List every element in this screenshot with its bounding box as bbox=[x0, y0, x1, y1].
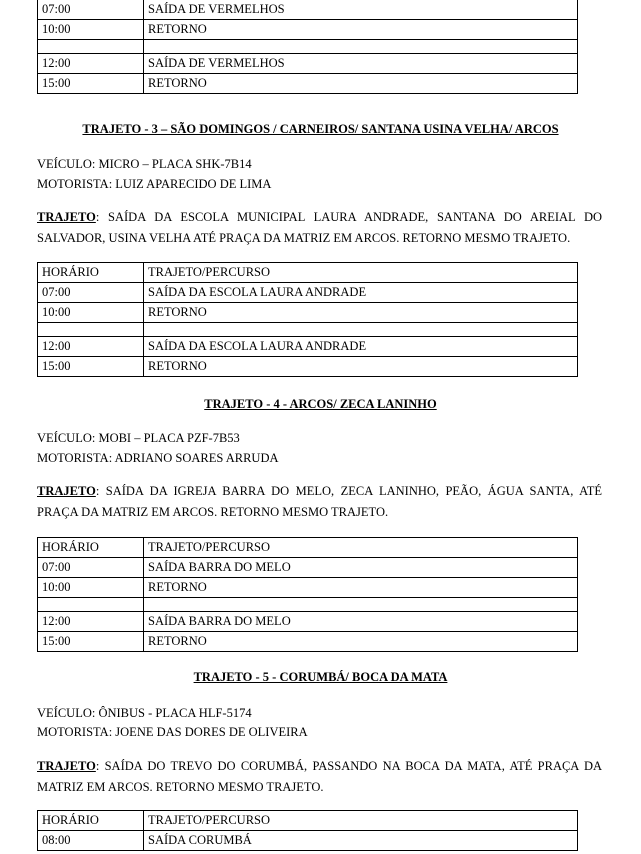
table-row-spacer bbox=[38, 598, 578, 612]
table-row bbox=[38, 303, 578, 323]
time-cell: 15:00 bbox=[38, 632, 144, 652]
route-cell: RETORNO bbox=[144, 578, 578, 598]
route-cell: SAÍDA DA ESCOLA LAURA ANDRADE bbox=[144, 283, 578, 303]
table-row bbox=[38, 357, 578, 377]
column-header-route: TRAJETO/PERCURSO bbox=[144, 811, 578, 831]
time-cell bbox=[38, 40, 144, 54]
time-cell: 10:00 bbox=[38, 20, 144, 40]
section-3-route-description bbox=[37, 207, 602, 249]
time-cell: 12:00 bbox=[38, 612, 144, 632]
route-cell: SAÍDA BARRA DO MELO bbox=[144, 612, 578, 632]
schedule-table-top bbox=[37, 0, 578, 94]
time-cell: 15:00 bbox=[38, 357, 144, 377]
time-cell: 10:00 bbox=[38, 578, 144, 598]
route-label: TRAJETO bbox=[37, 210, 96, 224]
section-5-heading: TRAJETO - 5 - CORUMBÁ/ BOCA DA MATA bbox=[193, 670, 448, 684]
section-5-route-description bbox=[37, 756, 602, 798]
section-4-heading: TRAJETO - 4 - ARCOS/ ZECA LANINHO bbox=[204, 397, 437, 411]
schedule-table-section-5 bbox=[37, 810, 578, 851]
route-cell: SAÍDA DE VERMELHOS bbox=[144, 54, 578, 74]
route-cell: RETORNO bbox=[144, 74, 578, 94]
route-cell: SAÍDA DA ESCOLA LAURA ANDRADE bbox=[144, 337, 578, 357]
time-cell: 08:00 bbox=[38, 831, 144, 851]
table-row bbox=[38, 283, 578, 303]
time-cell: 15:00 bbox=[38, 74, 144, 94]
route-cell: RETORNO bbox=[144, 357, 578, 377]
table-row bbox=[38, 578, 578, 598]
column-header-time: HORÁRIO bbox=[38, 811, 144, 831]
route-text: : SAÍDA DA ESCOLA MUNICIPAL LAURA ANDRADE, SANTANA DO AREIAL DO SALVADOR, USINA VELHA ATÉ PRAÇA DA MATRIZ EM ARCOS. RETORNO MESMO TRAJETO. bbox=[37, 210, 602, 245]
column-header-time: HORÁRIO bbox=[38, 263, 144, 283]
route-cell: RETORNO bbox=[144, 632, 578, 652]
time-cell bbox=[38, 598, 144, 612]
section-3-driver: MOTORISTA: LUIZ APARECIDO DE LIMA bbox=[37, 177, 272, 191]
route-text: : SAÍDA DO TREVO DO CORUMBÁ, PASSANDO NA BOCA DA MATA, ATÉ PRAÇA DA MATRIZ EM ARCOS. RETORNO MESMO TRAJETO. bbox=[37, 759, 602, 794]
route-label: TRAJETO bbox=[37, 759, 96, 773]
time-cell bbox=[38, 323, 144, 337]
section-5-driver: MOTORISTA: JOENE DAS DORES DE OLIVEIRA bbox=[37, 725, 308, 739]
route-cell: RETORNO bbox=[144, 303, 578, 323]
schedule-table-section-3 bbox=[37, 262, 578, 377]
route-cell: SAÍDA CORUMBÁ bbox=[144, 831, 578, 851]
route-cell bbox=[144, 323, 578, 337]
route-cell: RETORNO bbox=[144, 20, 578, 40]
table-row-spacer bbox=[38, 40, 578, 54]
route-text: : SAÍDA DA IGREJA BARRA DO MELO, ZECA LANINHO, PEÃO, ÁGUA SANTA, ATÉ PRAÇA DA MATRIZ EM ARCOS. RETORNO MESMO TRAJETO. bbox=[37, 484, 602, 519]
table-row bbox=[38, 0, 578, 20]
schedule-table-section-4 bbox=[37, 537, 578, 652]
route-cell bbox=[144, 40, 578, 54]
section-4-vehicle: VEÍCULO: MOBI – PLACA PZF-7B53 bbox=[37, 431, 240, 445]
time-cell: 07:00 bbox=[38, 558, 144, 578]
route-label: TRAJETO bbox=[37, 484, 96, 498]
section-4-route-description bbox=[37, 481, 602, 523]
route-cell bbox=[144, 598, 578, 612]
section-5-vehicle: VEÍCULO: ÔNIBUS - PLACA HLF-5174 bbox=[37, 706, 252, 720]
table-header-row bbox=[38, 263, 578, 283]
route-cell: SAÍDA DE VERMELHOS bbox=[144, 0, 578, 20]
table-row bbox=[38, 612, 578, 632]
table-row-spacer bbox=[38, 323, 578, 337]
table-row bbox=[38, 337, 578, 357]
table-header-row bbox=[38, 811, 578, 831]
table-row bbox=[38, 831, 578, 851]
time-cell: 10:00 bbox=[38, 303, 144, 323]
table-row bbox=[38, 74, 578, 94]
table-row bbox=[38, 558, 578, 578]
table-row bbox=[38, 632, 578, 652]
time-cell: 07:00 bbox=[38, 283, 144, 303]
table-row bbox=[38, 20, 578, 40]
column-header-route: TRAJETO/PERCURSO bbox=[144, 263, 578, 283]
table-header-row bbox=[38, 538, 578, 558]
section-4-driver: MOTORISTA: ADRIANO SOARES ARRUDA bbox=[37, 451, 279, 465]
table-row bbox=[38, 54, 578, 74]
column-header-route: TRAJETO/PERCURSO bbox=[144, 538, 578, 558]
column-header-time: HORÁRIO bbox=[38, 538, 144, 558]
section-3-vehicle: VEÍCULO: MICRO – PLACA SHK-7B14 bbox=[37, 157, 252, 171]
route-cell: SAÍDA BARRA DO MELO bbox=[144, 558, 578, 578]
time-cell: 12:00 bbox=[38, 54, 144, 74]
time-cell: 07:00 bbox=[38, 0, 144, 20]
time-cell: 12:00 bbox=[38, 337, 144, 357]
section-3-heading: TRAJETO - 3 – SÃO DOMINGOS / CARNEIROS/ SANTANA USINA VELHA/ ARCOS bbox=[82, 122, 559, 136]
